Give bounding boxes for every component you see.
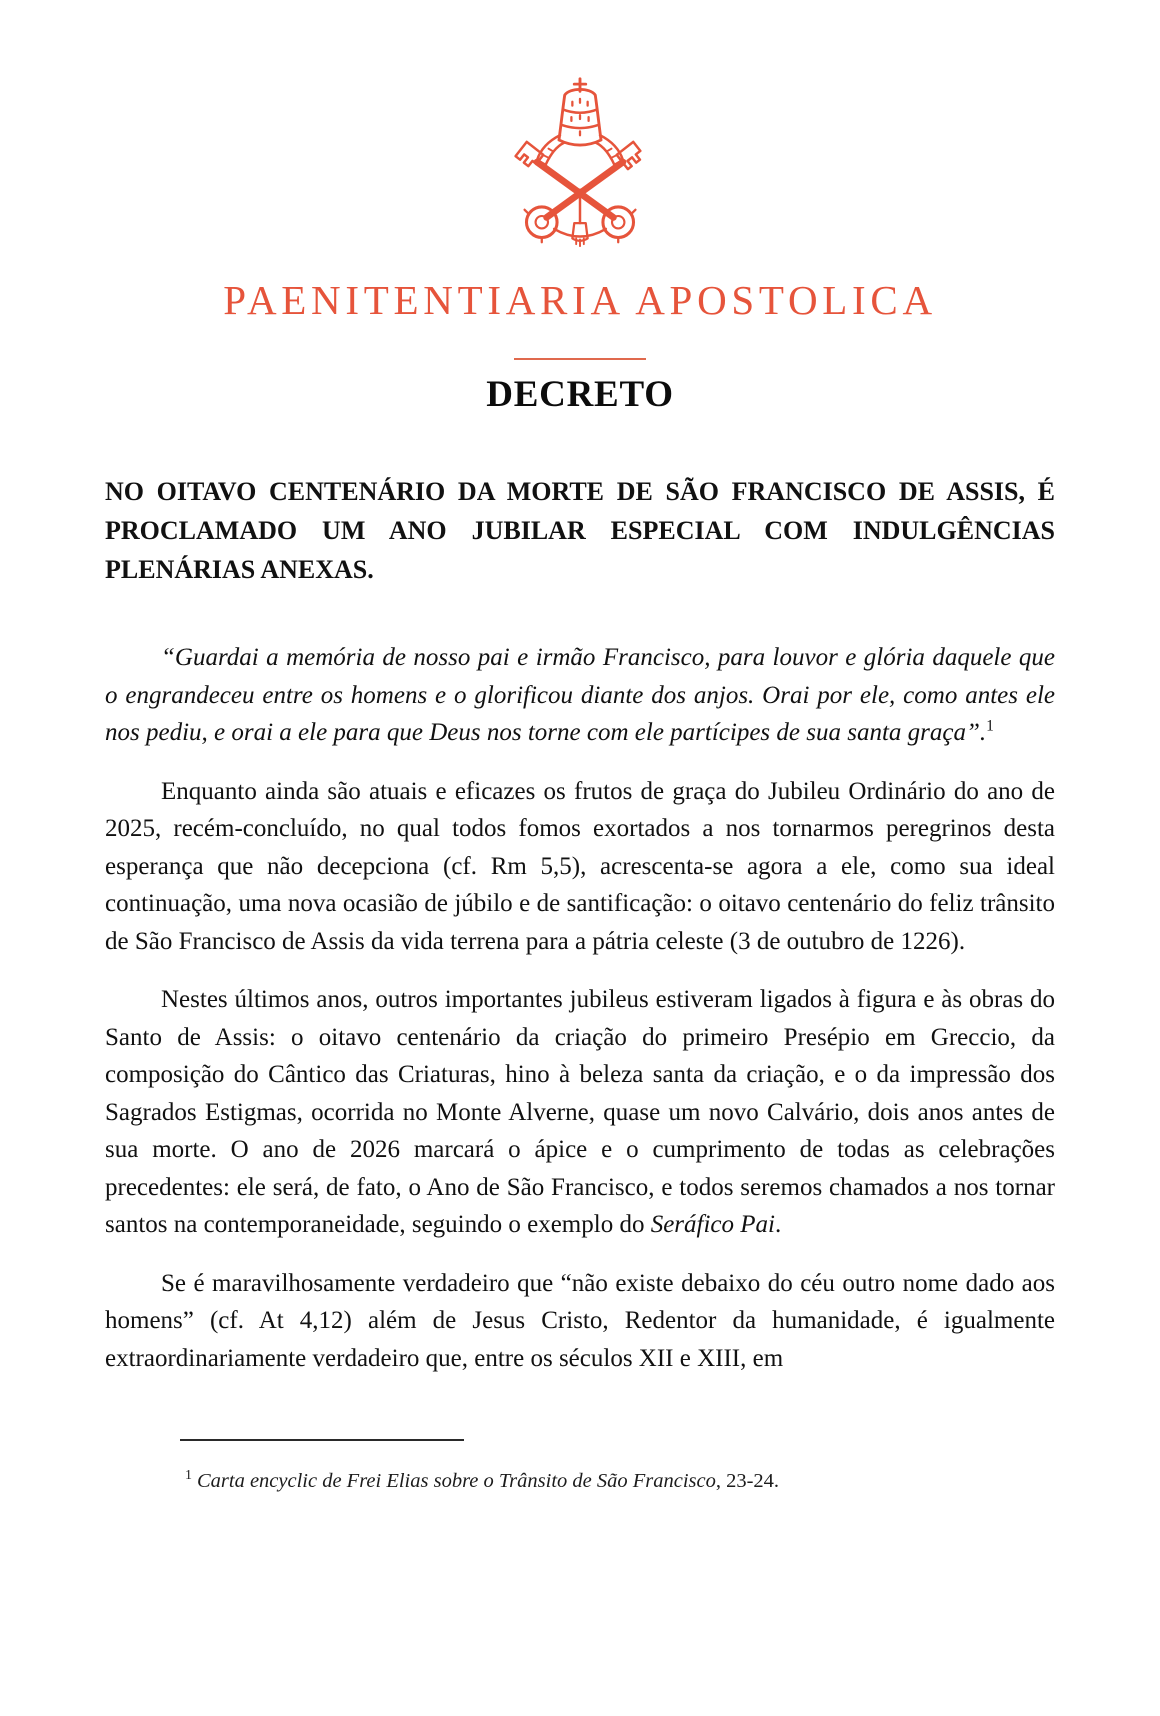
decree-body	[105, 472, 1055, 1495]
footnote	[185, 1467, 1055, 1495]
paragraph-text: Se é maravilhosamente verdadeiro que “não existe debaixo do céu outro nome dado aos homens” (cf. At 4,12) além de Jesus Cristo, Redentor da humanidade, é igualmente extraordinariamente verdadeiro que, entre os séculos XII e XIII, em	[105, 1269, 1055, 1372]
title-divider-rule	[514, 358, 646, 360]
decree-document-page	[0, 76, 1160, 1716]
paragraph-jesus-cristo	[105, 1265, 1055, 1378]
footnote-marker: 1	[185, 1468, 192, 1484]
footnote-citation-pages: , 23-24.	[715, 1470, 780, 1492]
paragraph-jubilee-2025	[105, 773, 1055, 961]
paragraph-text: Enquanto ainda são atuais e eficazes os frutos de graça do Jubileu Ordinário do ano de 2025, recém-concluído, no qual todos fomos exortados a nos tornarmos peregrinos desta esperança que não decepciona (cf. Rm 5,5), acrescenta-se agora a ele, como sua ideal continuação, uma nova ocasião de júbilo e de santificação: o oitavo centenário do feliz trânsito de São Francisco de Assis da vida terrena para a pátria celeste (3 de outubro de 1226).	[105, 777, 1055, 955]
vatican-crossed-keys-emblem	[495, 76, 665, 248]
paragraph-text: .	[774, 1211, 782, 1238]
italic-phrase: Seráfico Pai	[650, 1211, 775, 1238]
decree-subject-heading: NO OITAVO CENTENÁRIO DA MORTE DE SÃO FRANCISCO DE ASSIS, É PROCLAMADO UM ANO JUBILAR ESPECIAL COM INDULGÊNCIAS PLENÁRIAS ANEXAS.	[105, 477, 1055, 584]
opening-quote-paragraph	[105, 639, 1055, 752]
document-type-title: DECRETO	[486, 374, 674, 415]
quote-text: “Guardai a memória de nosso pai e irmão Francisco, para louvor e glória daquele que o engrandeceu entre os homens e o glorificou diante dos anjos. Orai por ele, como antes ele nos pediu, e orai a ele para que Deus nos torne com ele partícipes de sua santa graça”.	[105, 644, 1055, 746]
institution-title: PAENITENTIARIA APOSTOLICA	[223, 277, 937, 323]
crossed-keys-tiara-icon	[495, 76, 665, 248]
paragraph-recent-jubilees	[105, 981, 1055, 1244]
document-header	[0, 76, 1160, 416]
footnote-divider-rule	[180, 1439, 464, 1441]
footnote-reference-superscript: 1	[986, 717, 994, 735]
footnote-citation-title: Carta encyclic de Frei Elias sobre o Trânsito de São Francisco	[196, 1470, 716, 1492]
paragraph-text: Nestes últimos anos, outros importantes jubileus estiveram ligados à figura e às obras do Santo de Assis: o oitavo centenário da criação do primeiro Presépio em Greccio, da composição do Cântico das Criaturas, hino à beleza santa da criação, e o da impressão dos Sagrados Estigmas, ocorrida no Monte Alverne, quase um novo Calvário, dois anos antes de sua morte. O ano de 2026 marcará o ápice e o cumprimento de todas as celebrações precedentes: ele será, de fato, o Ano de São Francisco, e todos seremos chamados a nos tornar santos na contemporaneidade, seguindo o exemplo do	[105, 986, 1055, 1238]
